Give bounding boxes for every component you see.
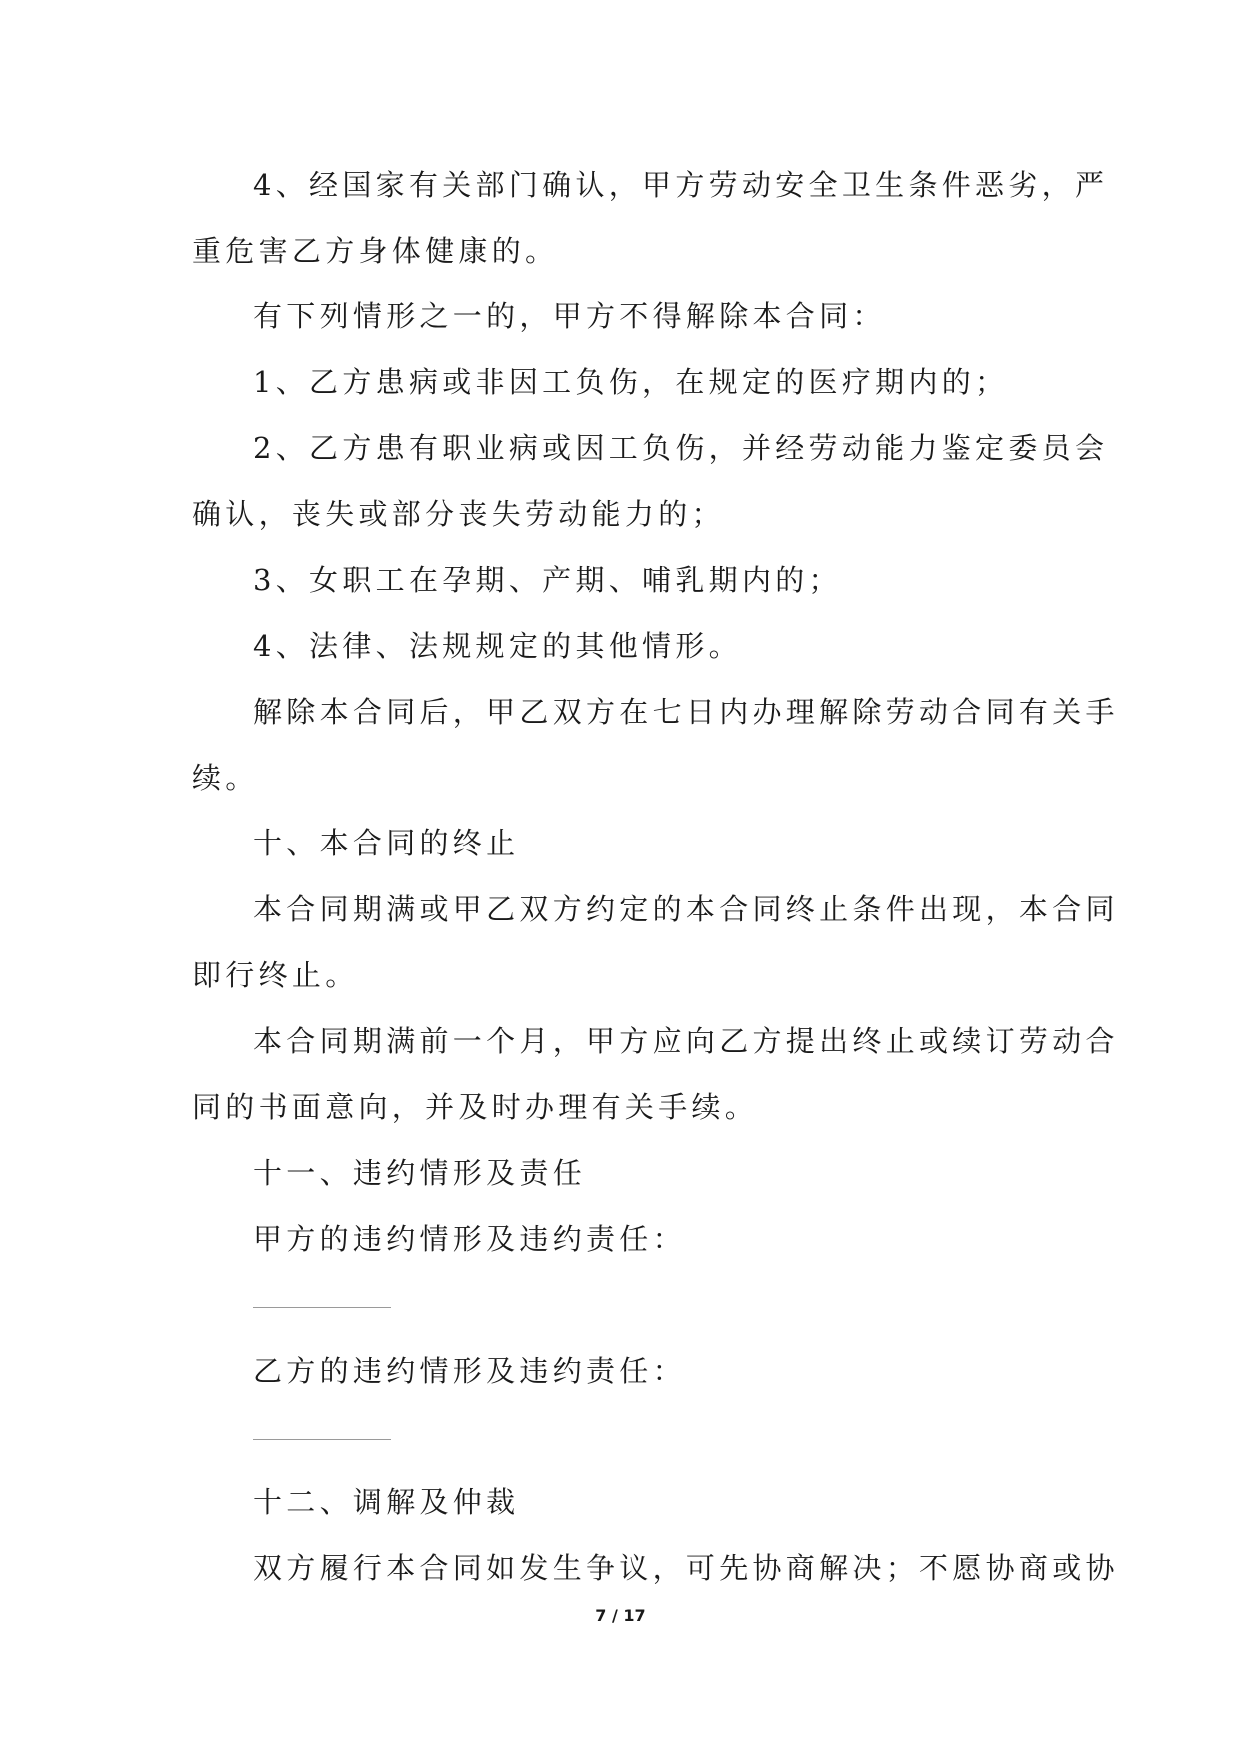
paragraph-line: 重危害乙方身体健康的。 bbox=[192, 234, 559, 268]
paragraph-line: 1、乙方患病或非因工负伤，在规定的医疗期内的； bbox=[253, 365, 1009, 399]
paragraph-line: 甲方的违约情形及违约责任： bbox=[253, 1222, 686, 1256]
paragraph-line: 本合同期满前一个月，甲方应向乙方提出终止或续订劳动合 bbox=[253, 1024, 1119, 1058]
section-heading: 十二、调解及仲裁 bbox=[253, 1485, 520, 1519]
paragraph-line: 乙方的违约情形及违约责任： bbox=[253, 1354, 686, 1388]
paragraph-line: 解除本合同后，甲乙双方在七日内办理解除劳动合同有关手 bbox=[253, 695, 1119, 729]
paragraph-line: 同的书面意向，并及时办理有关手续。 bbox=[192, 1090, 759, 1124]
section-heading: 十、本合同的终止 bbox=[253, 826, 520, 860]
section-heading: 十一、违约情形及责任 bbox=[253, 1156, 587, 1190]
paragraph-line: 确认，丧失或部分丧失劳动能力的； bbox=[192, 497, 725, 531]
fill-in-blank-line bbox=[253, 1439, 391, 1440]
fill-in-blank-line bbox=[253, 1307, 391, 1308]
page-number: 7 / 17 bbox=[595, 1606, 646, 1625]
paragraph-line: 4、法律、法规规定的其他情形。 bbox=[253, 629, 742, 663]
paragraph-line: 本合同期满或甲乙双方约定的本合同终止条件出现，本合同 bbox=[253, 892, 1119, 926]
paragraph-line: 4、经国家有关部门确认，甲方劳动安全卫生条件恶劣，严 bbox=[253, 168, 1109, 202]
paragraph-line: 有下列情形之一的，甲方不得解除本合同： bbox=[253, 299, 886, 333]
paragraph-line: 即行终止。 bbox=[192, 958, 359, 992]
paragraph-line: 双方履行本合同如发生争议，可先协商解决；不愿协商或协 bbox=[253, 1551, 1119, 1585]
paragraph-line: 3、女职工在孕期、产期、哺乳期内的； bbox=[253, 563, 842, 597]
paragraph-line: 续。 bbox=[192, 761, 259, 795]
paragraph-line: 2、乙方患有职业病或因工负伤，并经劳动能力鉴定委员会 bbox=[253, 431, 1109, 465]
